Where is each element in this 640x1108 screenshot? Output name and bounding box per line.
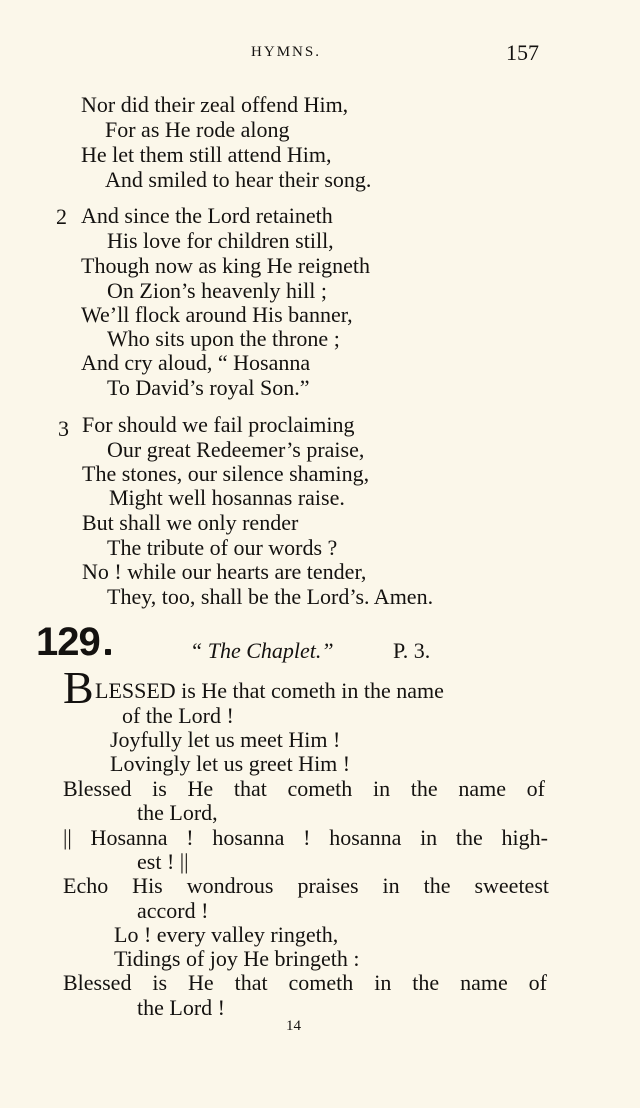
verse-line: Though now as king He reigneth bbox=[81, 253, 370, 278]
verse-line: the Lord ! bbox=[137, 995, 225, 1020]
verse-line: They, too, shall be the Lord’s. Amen. bbox=[107, 584, 434, 609]
verse-line: On Zion’s heavenly hill ; bbox=[107, 278, 327, 303]
verse-line: Our great Redeemer’s praise, bbox=[107, 437, 365, 462]
running-head: HYMNS. bbox=[251, 44, 321, 60]
verse-line: We’ll flock around His banner, bbox=[81, 302, 353, 327]
verse-line: The tribute of our words ? bbox=[107, 535, 338, 560]
hymn-number: 129 bbox=[36, 620, 100, 664]
verse-line: of the Lord ! bbox=[122, 703, 234, 728]
tune-title: “ The Chaplet.” bbox=[190, 638, 334, 663]
verse-line: Lo ! every valley ringeth, bbox=[114, 922, 339, 947]
verse-line: accord ! bbox=[137, 898, 209, 923]
verse-line: Blessed is He that cometh in the name of bbox=[63, 970, 547, 995]
stanza-number: 3 bbox=[58, 416, 69, 441]
signature-mark: 14 bbox=[286, 1018, 301, 1034]
verse-line: Joyfully let us meet Him ! bbox=[110, 727, 341, 752]
verse-line: No ! while our hearts are tender, bbox=[82, 559, 367, 584]
first-line: LESSED is He that cometh in the name bbox=[95, 678, 444, 703]
verse-line: His love for children still, bbox=[107, 228, 334, 253]
stanza-number: 2 bbox=[56, 204, 67, 229]
verse-line: The stones, our silence shaming, bbox=[82, 461, 370, 486]
verse-line: Nor did their zeal offend Him, bbox=[81, 92, 349, 117]
verse-line: And cry aloud, “ Hosanna bbox=[81, 350, 311, 375]
meter: P. 3. bbox=[393, 638, 431, 663]
verse-line: Might well hosannas raise. bbox=[109, 485, 345, 510]
verse-line: Blessed is He that cometh in the name of bbox=[63, 776, 545, 801]
verse-line: Who sits upon the throne ; bbox=[107, 326, 340, 351]
verse-line: He let them still attend Him, bbox=[81, 142, 332, 167]
verse-line: Lovingly let us greet Him ! bbox=[110, 751, 351, 776]
verse-line: est ! || bbox=[137, 849, 189, 874]
verse-line: And since the Lord retaineth bbox=[81, 203, 333, 228]
verse-line: For as He rode along bbox=[105, 117, 290, 142]
verse-line: the Lord, bbox=[137, 800, 218, 825]
page-number: 157 bbox=[506, 40, 539, 65]
verse-line: Echo His wondrous praises in the sweetest bbox=[63, 873, 549, 898]
verse-line: And smiled to hear their song. bbox=[105, 167, 372, 192]
drop-cap: B bbox=[63, 662, 94, 713]
verse-line: Tidings of joy He bringeth : bbox=[114, 946, 360, 971]
verse-line: To David’s royal Son.” bbox=[107, 375, 310, 400]
verse-line: || Hosanna ! hosanna ! hosanna in the high- bbox=[63, 825, 548, 850]
verse-line: But shall we only render bbox=[82, 510, 299, 535]
verse-line: For should we fail proclaiming bbox=[82, 412, 355, 437]
